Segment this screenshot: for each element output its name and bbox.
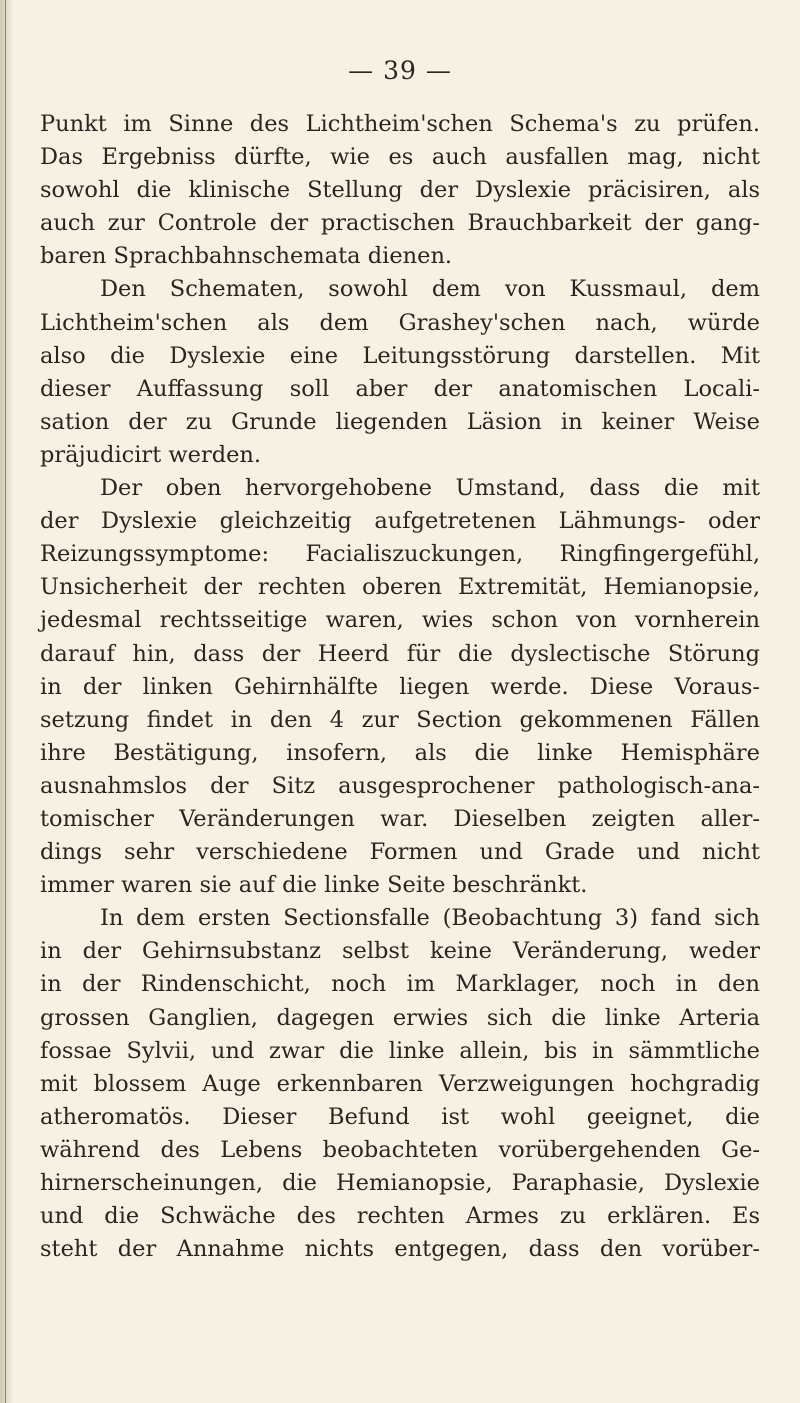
text-line: Reizungssymptome: Facialiszuckungen, Ringfingergefühl, [40, 541, 760, 568]
text-line: baren Sprachbahnschemata dienen. [40, 243, 453, 270]
text-line: In dem ersten Sectionsfalle (Beobachtung 3) fand sich [100, 905, 760, 932]
text-line: dieser Auffassung soll aber der anatomischen Locali- [40, 375, 760, 402]
text-line: dings sehr verschiedene Formen und Grade und nicht [40, 839, 760, 866]
text-line: sation der zu Grunde liegenden Läsion in keiner Weise [40, 408, 760, 435]
text-line: der Dyslexie gleichzeitig aufgetretenen Lähmungs- oder [40, 508, 760, 535]
text-line: fossae Sylvii, und zwar die linke allein, bis in sämmtliche [40, 1037, 760, 1064]
text-line: in der Gehirnsubstanz selbst keine Veränderung, weder [40, 938, 760, 965]
text-line: Der oben hervorgehobene Umstand, dass die mit [100, 475, 760, 502]
text-line: also die Dyslexie eine Leitungsstörung darstellen. Mit [40, 342, 760, 369]
text-line: hirnerscheinungen, die Hemianopsie, Paraphasie, Dyslexie [40, 1170, 760, 1196]
text-line: atheromatös. Dieser Befund ist wohl geeignet, die [40, 1103, 760, 1130]
body-text [40, 108, 760, 1266]
text-line: Lichtheim'schen als dem Grashey'schen nach, würde [40, 309, 760, 336]
text-line: ihre Bestätigung, insofern, als die linke Hemisphäre [40, 739, 760, 766]
text-line: auch zur Controle der practischen Brauchbarkeit der gang- [40, 210, 760, 237]
text-line: präjudicirt werden. [40, 441, 262, 468]
text-line: darauf hin, dass der Heerd für die dyslectische Störung [40, 640, 760, 667]
page-number-header: — 39 — [348, 56, 452, 85]
text-line: Unsicherheit der rechten oberen Extremität, Hemianopsie, [40, 574, 760, 601]
text-line: Das Ergebniss dürfte, wie es auch ausfallen mag, nicht [40, 144, 760, 171]
text-line: steht der Annahme nichts entgegen, dass den vorüber- [40, 1236, 760, 1263]
text-line: immer waren sie auf die linke Seite beschränkt. [40, 872, 588, 899]
text-line: tomischer Veränderungen war. Dieselben zeigten aller- [40, 805, 760, 832]
text-line: in der Rindenschicht, noch im Marklager, noch in den [40, 971, 760, 998]
text-line: Den Schematen, sowohl dem von Kussmaul, dem [100, 276, 760, 303]
text-line: sowohl die klinische Stellung der Dyslexie präcisiren, als [40, 177, 760, 204]
page-binding-edge [5, 0, 6, 1403]
text-line: während des Lebens beobachteten vorübergehenden Ge- [40, 1136, 760, 1163]
text-line: mit blossem Auge erkennbaren Verzweigungen hochgradig [40, 1070, 760, 1097]
page-binding-shadow [0, 0, 14, 1403]
text-line: Punkt im Sinne des Lichtheim'schen Schema's zu prüfen. [40, 111, 760, 137]
text-line: grossen Ganglien, dagegen erwies sich die linke Arteria [40, 1004, 760, 1031]
text-line: jedesmal rechtsseitige waren, wies schon von vornherein [40, 607, 760, 634]
text-line: setzung findet in den 4 zur Section gekommenen Fällen [40, 706, 760, 733]
text-line: in der linken Gehirnhälfte liegen werde. Diese Voraus- [40, 673, 760, 700]
text-line: und die Schwäche des rechten Armes zu erklären. Es [40, 1203, 760, 1230]
text-line: ausnahmslos der Sitz ausgesprochener pathologisch-ana- [40, 772, 760, 799]
